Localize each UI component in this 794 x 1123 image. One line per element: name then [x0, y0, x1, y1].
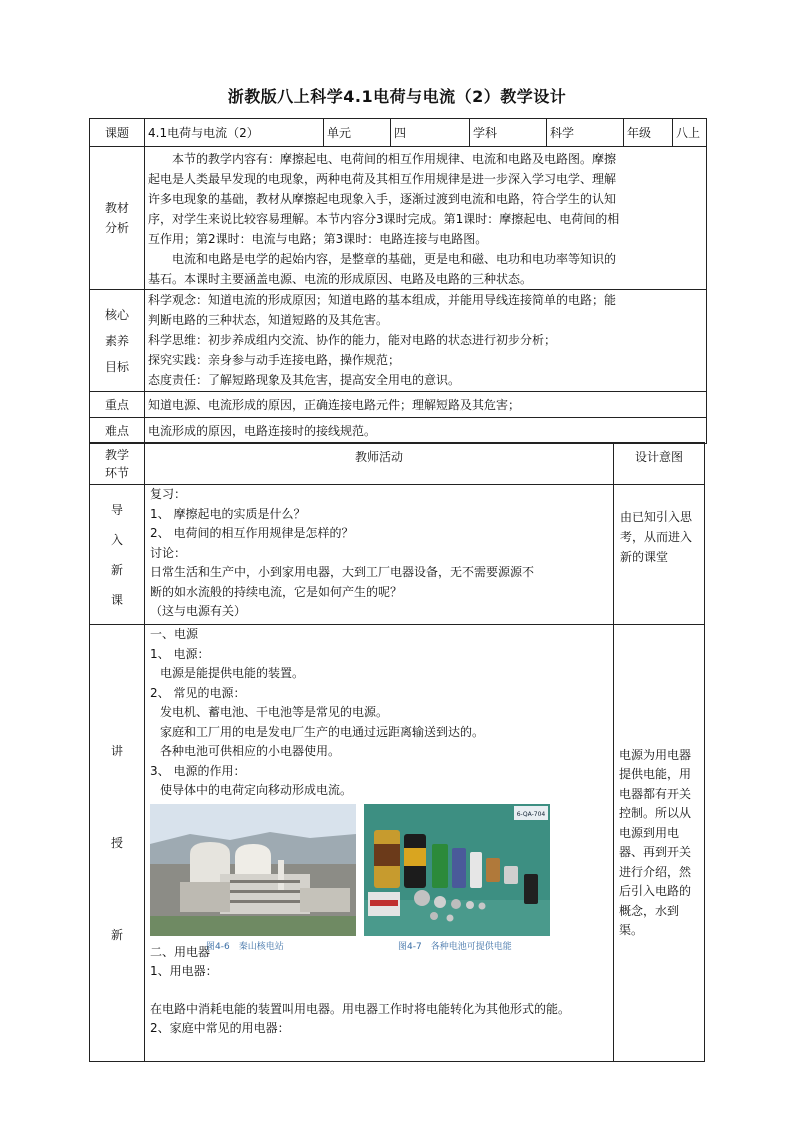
key-points-label: 重点: [90, 392, 145, 418]
intro-intent: [614, 485, 705, 625]
intro-line: 日常生活和生产中，小到家用电器，大到工厂电器设备，无不需要源源不: [150, 565, 535, 579]
intro-label-char: 入: [110, 532, 123, 547]
goal-line: 判断电路的三种状态，知道短路的及其危害。: [148, 313, 389, 327]
grade-value: 八上: [673, 119, 707, 147]
goals-content: [145, 290, 707, 392]
teacher-activity-header: 教师活动: [145, 443, 614, 485]
intro-label-char: 新: [110, 562, 123, 577]
intro-line: 复习：: [150, 487, 187, 501]
lecture-line: 1、 电源：: [150, 646, 210, 661]
lecture-label: [90, 625, 145, 1062]
figure-1-caption: 图4-6 秦山核电站: [206, 942, 284, 952]
lecture-line: 二、用电器: [150, 944, 211, 959]
lecture-line: 一、电源: [150, 627, 199, 641]
lecture-line: 家庭和工厂用的电是发电厂生产的电通过远距离输送到达的。: [160, 724, 485, 739]
intro-line: 1、 摩擦起电的实质是什么？: [150, 506, 306, 521]
intro-row: [90, 485, 705, 625]
key-points-text: 知道电源、电流形成的原因，正确连接电路元件；理解短路及其危害；: [145, 392, 707, 418]
lecture-line: 1、用电器：: [150, 964, 218, 978]
goal-line: 态度责任：了解短路现象及其危害，提高安全用电的意识。: [148, 373, 461, 387]
analysis-label-1: 教材: [104, 201, 129, 215]
batteries-photo: [364, 804, 550, 936]
topic-value: 4.1电荷与电流（2）: [145, 119, 324, 147]
stage-header-line-1: 教学: [104, 447, 129, 462]
intro-label: [90, 485, 145, 625]
lecture-line: 2、家庭中常见的用电器：: [150, 1021, 290, 1035]
lecture-line: 各种电池可供相应的小电器使用。: [160, 744, 341, 758]
figure-2-caption: 图4-7 各种电池可提供电能: [398, 942, 512, 952]
lecture-line: 2、 常见的电源：: [150, 685, 246, 700]
analysis-line: 起电是人类最早发现的电现象，两种电荷及其相互作用规律是进一步深入学习电学、理解: [148, 172, 617, 186]
lecture-label-char: 讲: [110, 744, 123, 758]
analysis-line: 电流和电路是电学的起始内容，是整章的基础，更是电和磁、电功和电功率等知识的: [172, 252, 617, 266]
process-table: [89, 442, 705, 1062]
key-points-row: [90, 392, 707, 418]
goals-label-2: 素养: [104, 333, 129, 348]
lecture-line: 使导体中的电荷定向移动形成电流。: [160, 783, 353, 797]
intro-line: 2、 电荷间的相互作用规律是怎样的？: [150, 526, 354, 540]
difficulties-label: 难点: [90, 418, 145, 444]
difficulties-row: [90, 418, 707, 444]
analysis-line: 本节的教学内容有：摩擦起电、电荷间的相互作用规律、电流和电路及电路图。摩擦: [172, 152, 617, 166]
design-intent-header: 设计意图: [614, 443, 705, 485]
topic-row: [90, 119, 707, 147]
analysis-line: 序，对学生来说比较容易理解。本节内容分3课时完成。第1课时：摩擦起电、电荷间的相: [148, 212, 620, 226]
analysis-line: 互作用；第2课时：电流与电路；第3课时：电路连接与电路图。: [148, 232, 488, 246]
battery-label: 6-QA-704: [516, 811, 546, 818]
lecture-paragraph: 在电路中消耗电能的装置叫用电器。用电器工作时将电能转化为其他形式的能。: [150, 1001, 571, 1016]
lecture-label-char: 授: [110, 836, 123, 850]
intro-line: 讨论：: [150, 545, 187, 560]
unit-label: 单元: [324, 119, 391, 147]
nuclear-plant-photo: [150, 804, 356, 936]
intro-label-char: 导: [110, 502, 123, 517]
info-table: [89, 118, 707, 444]
lecture-line: 发电机、蓄电池、干电池等是常见的电源。: [160, 705, 389, 719]
grade-label: 年级: [624, 119, 673, 147]
difficulties-text: 电流形成的原因，电路连接时的接线规范。: [145, 418, 707, 444]
goals-label: [90, 290, 145, 392]
goals-label-3: 目标: [104, 359, 129, 374]
stage-header-line-2: 环节: [104, 465, 129, 480]
lecture-intent-text: 电源为用电器提供电能，用电器都有开关控制。所以从电源到用电器、再到开关进行介绍，然后引入电路的概念，水到渠。: [619, 747, 692, 937]
goals-row: [90, 290, 707, 392]
topic-label: 课题: [90, 119, 145, 147]
subject-label: 学科: [470, 119, 547, 147]
intro-content: [145, 485, 614, 625]
lecture-label-char: 新: [110, 928, 123, 942]
subject-value: 科学: [547, 119, 624, 147]
goals-label-1: 核心: [104, 307, 129, 322]
document-title: 浙教版八上科学4.1电荷与电流（2）教学设计: [227, 87, 567, 106]
goal-line: 科学观念：知道电流的形成原因；知道电路的基本组成，并能用导线连接简单的电路；能: [148, 293, 617, 307]
lecture-line: 3、 电源的作用：: [150, 763, 246, 778]
intro-line: 断的如水流般的持续电流，它是如何产生的呢？: [150, 584, 403, 599]
analysis-row: [90, 147, 707, 290]
analysis-line: 许多电现象的基础，教材从摩擦起电现象入手，逐渐过渡到电流和电路，符合学生的认知: [148, 192, 617, 206]
stage-header: [90, 443, 145, 485]
intro-line: （这与电源有关）: [150, 604, 247, 618]
goal-line: 探究实践：亲身参与动手连接电路，操作规范；: [148, 353, 401, 367]
analysis-label: [90, 147, 145, 290]
analysis-line: 基石。本课时主要涵盖电源、电流的形成原因、电路及电路的三种状态。: [148, 272, 533, 286]
goal-line: 科学思维：初步养成组内交流、协作的能力，能对电路的状态进行初步分析；: [148, 333, 557, 347]
lecture-line: 电源是能提供电能的装置。: [160, 666, 305, 680]
unit-value: 四: [391, 119, 470, 147]
intro-label-char: 课: [110, 592, 123, 607]
analysis-content: [145, 147, 707, 290]
lecture-intent: [614, 625, 705, 1062]
process-header-row: [90, 443, 705, 485]
analysis-label-2: 分析: [104, 221, 129, 235]
intro-intent-text: 由已知引入思考，从而进入新的课堂: [620, 510, 693, 564]
